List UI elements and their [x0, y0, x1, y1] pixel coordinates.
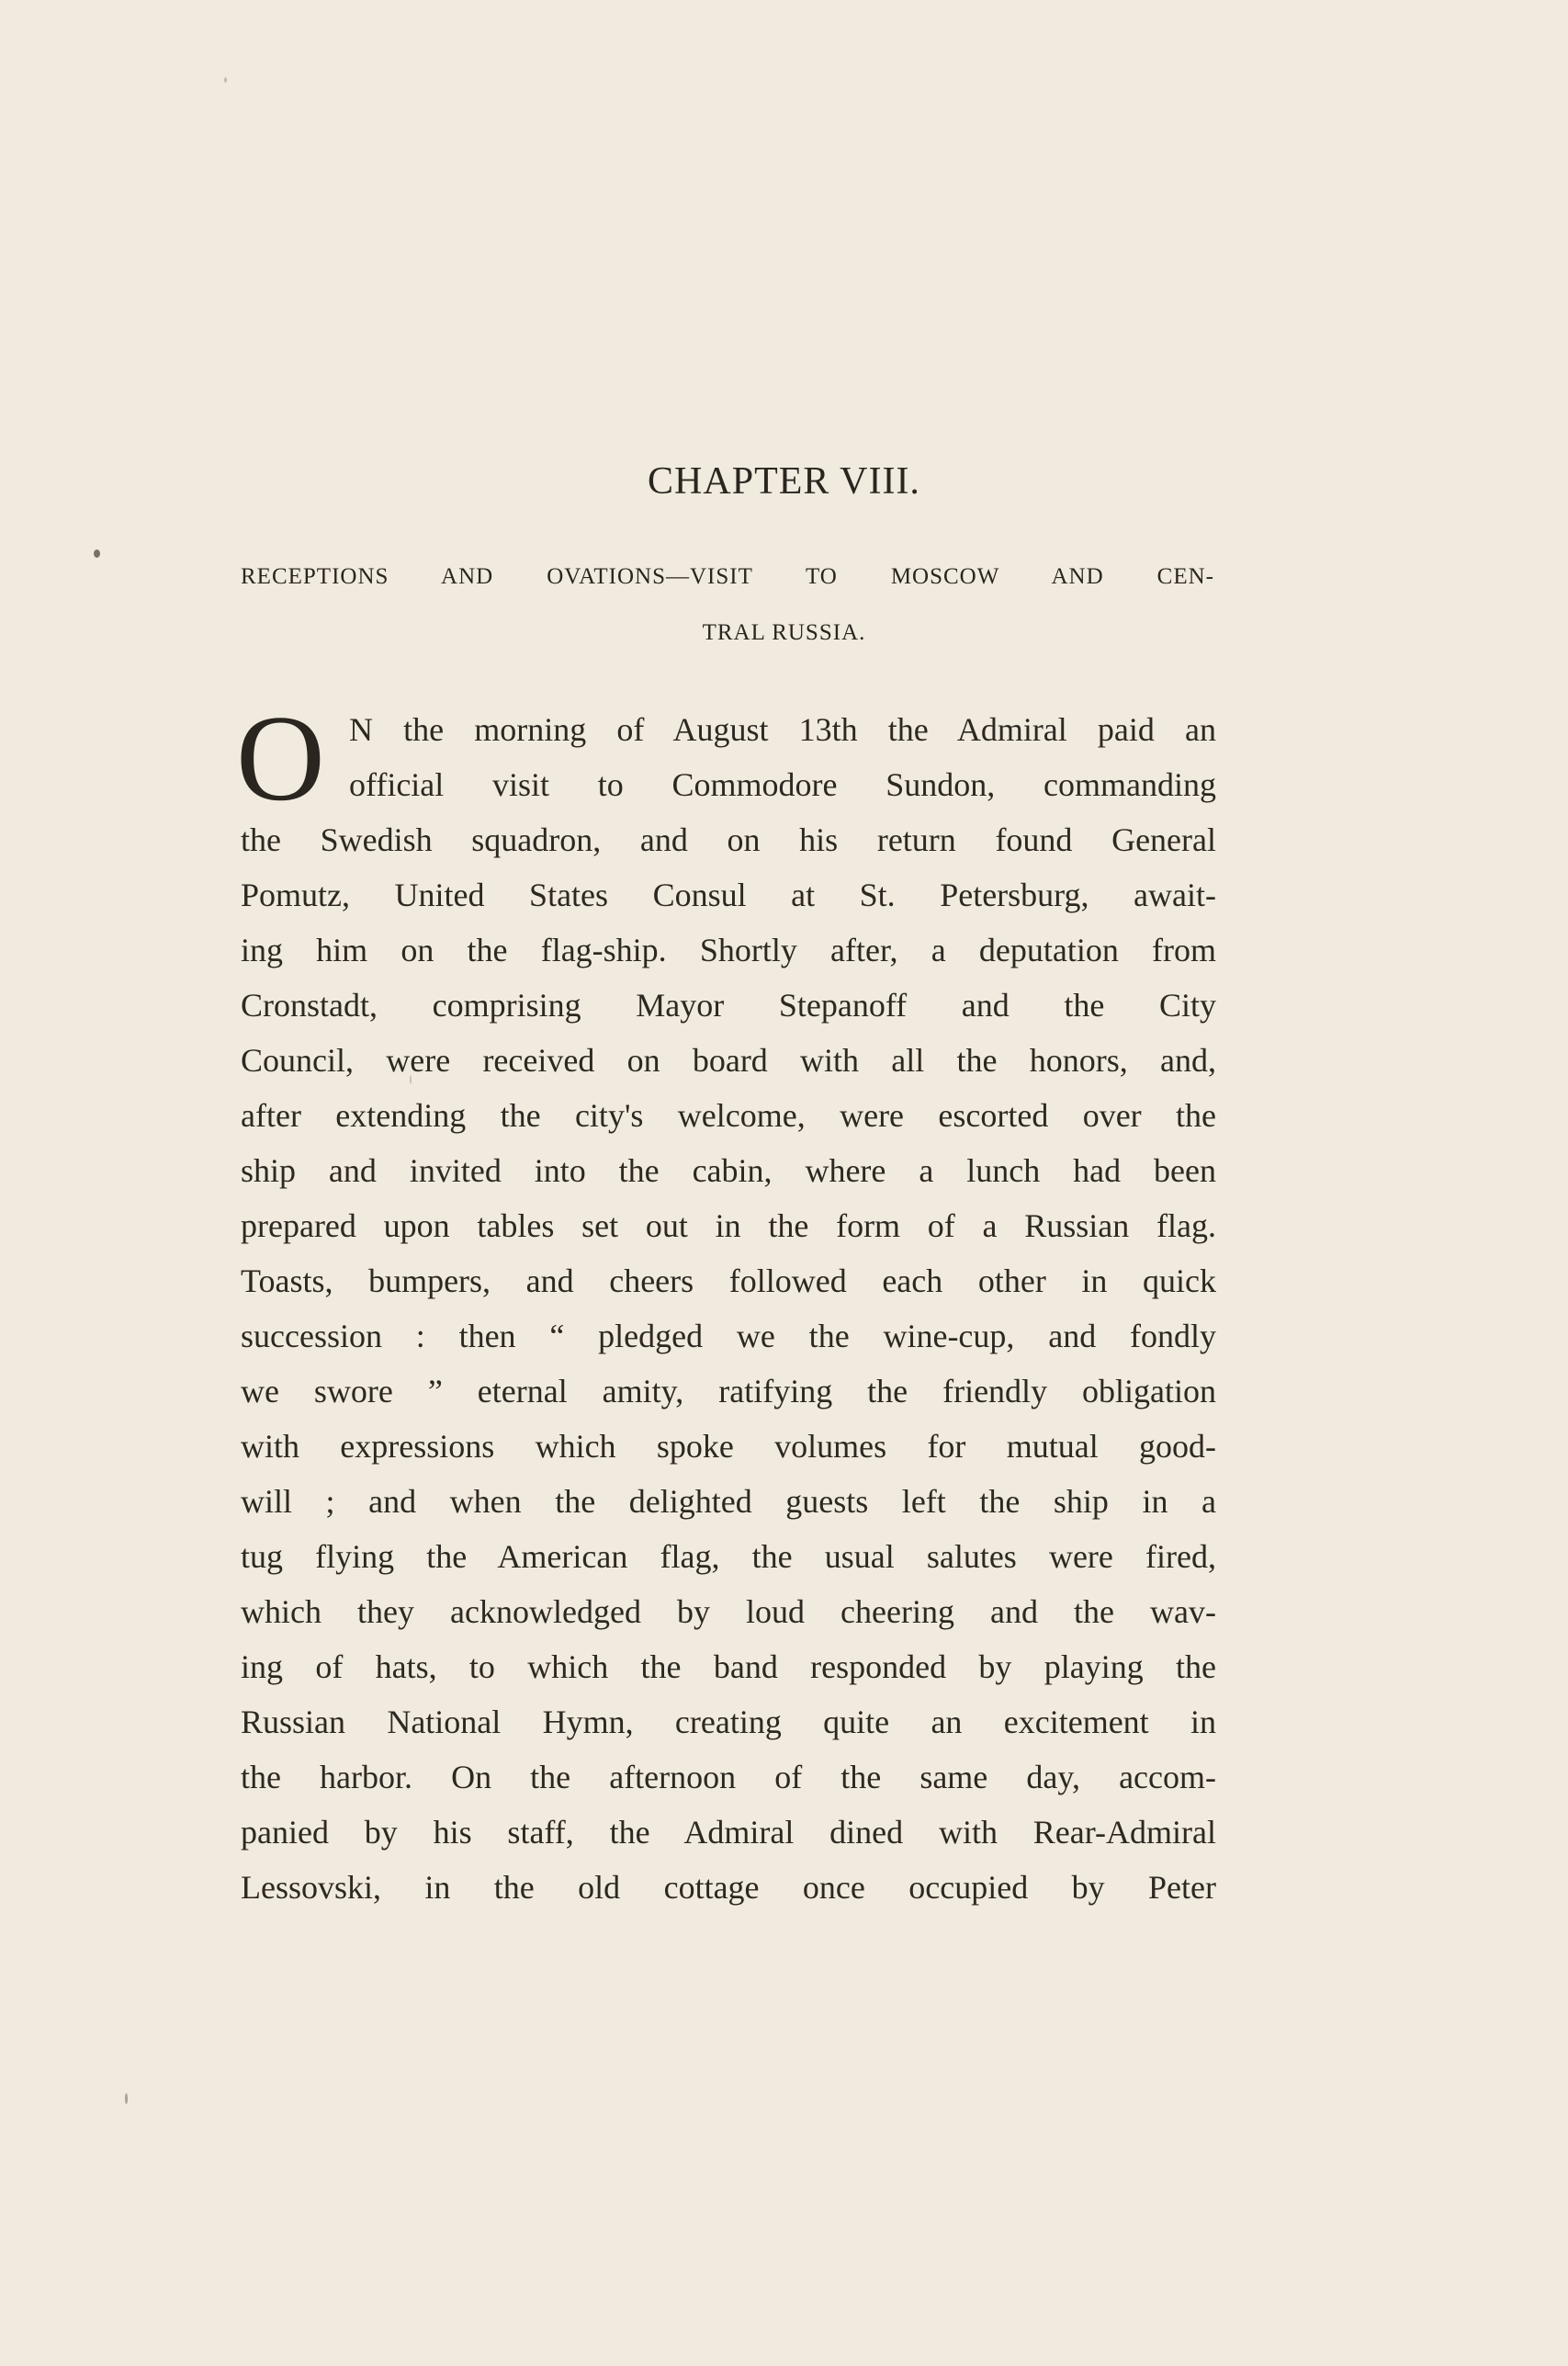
- text-line: will ; and when the delighted guests left the ship in a: [241, 1483, 1216, 1520]
- text-line: Council, were received on board with all the honors, and,: [241, 1042, 1216, 1079]
- text-line: which they acknowledged by loud cheering and the wav-: [241, 1593, 1216, 1630]
- text-line: ing of hats, to which the band responded by playing the: [241, 1648, 1216, 1685]
- text-line: Cronstadt, comprising Mayor Stepanoff and the City: [241, 987, 1216, 1024]
- text-line: N the morning of August 13th the Admiral paid an: [349, 711, 1216, 748]
- text-line: Russian National Hymn, creating quite an excitement in: [241, 1704, 1216, 1740]
- text-line: tug flying the American flag, the usual salutes were fired,: [241, 1538, 1216, 1575]
- text-line: prepared upon tables set out in the form of a Russian flag.: [241, 1207, 1216, 1244]
- text-line: succession : then “ pledged we the wine-cup, and fondly: [241, 1318, 1216, 1354]
- paper-speck: [125, 2093, 128, 2104]
- text-line: after extending the city's welcome, were escorted over the: [241, 1097, 1216, 1134]
- drop-cap: O: [236, 690, 325, 826]
- text-line: Toasts, bumpers, and cheers followed each other in quick: [241, 1262, 1216, 1299]
- chapter-title: CHAPTER VIII.: [648, 460, 920, 503]
- paper-speck: [94, 549, 100, 558]
- text-line: Lessovski, in the old cottage once occupied by Peter: [241, 1869, 1216, 1906]
- chapter-subtitle-line-1: RECEPTIONS AND OVATIONS—VISIT TO MOSCOW AND CEN-: [241, 564, 1214, 589]
- text-line: panied by his staff, the Admiral dined with Rear-Admiral: [241, 1814, 1216, 1851]
- text-line: the Swedish squadron, and on his return found General: [241, 821, 1216, 858]
- text-line: the harbor. On the afternoon of the same day, accom-: [241, 1759, 1216, 1795]
- chapter-subtitle-line-2: TRAL RUSSIA.: [702, 620, 866, 645]
- text-line: with expressions which spoke volumes for mutual good-: [241, 1428, 1216, 1465]
- text-line: we swore ” eternal amity, ratifying the friendly obligation: [241, 1373, 1216, 1409]
- text-line: ing him on the flag-ship. Shortly after, a deputation from: [241, 932, 1216, 968]
- paper-speck: [410, 1075, 412, 1084]
- text-line: official visit to Commodore Sundon, commanding: [349, 766, 1216, 803]
- paper-speck: [224, 77, 227, 83]
- text-line: ship and invited into the cabin, where a lunch had been: [241, 1152, 1216, 1189]
- text-line: Pomutz, United States Consul at St. Petersburg, await-: [241, 877, 1216, 913]
